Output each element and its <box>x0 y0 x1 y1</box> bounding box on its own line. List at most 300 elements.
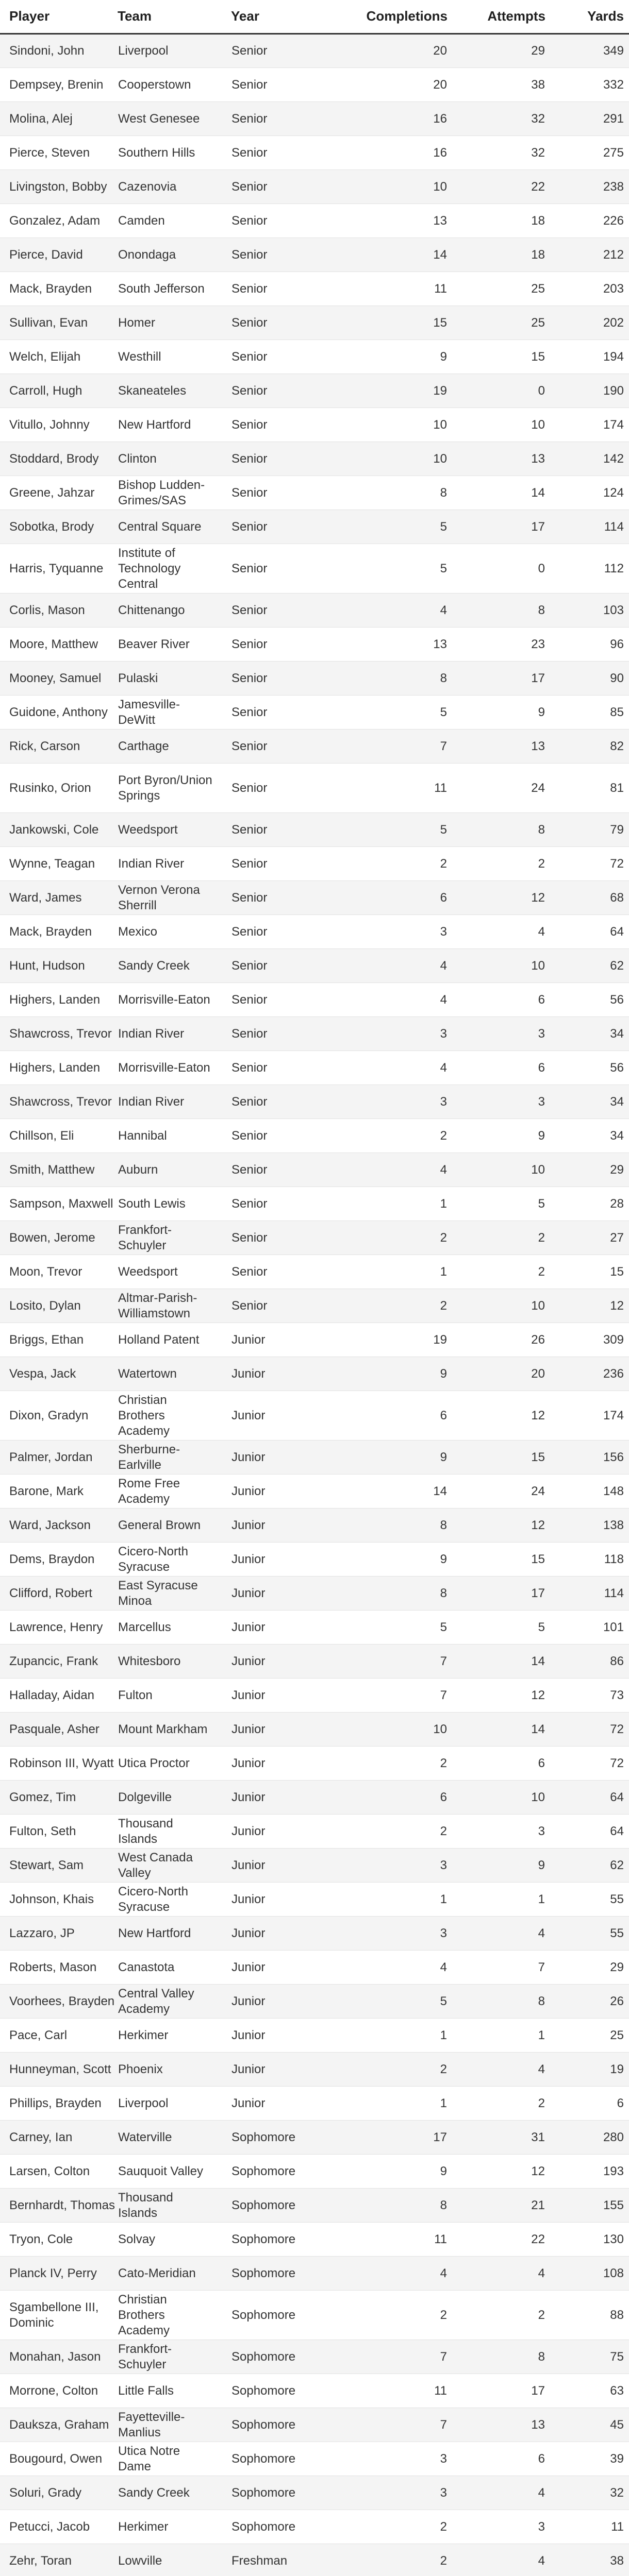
cell-player: Corlis, Mason <box>0 594 118 628</box>
cell-team: Hannibal <box>118 1119 231 1153</box>
table-row <box>0 68 629 102</box>
cell-year: Junior <box>231 1985 334 2019</box>
cell-attempts: 1 <box>448 1883 545 1917</box>
cell-attempts: 4 <box>448 2257 545 2291</box>
cell-attempts: 10 <box>448 1153 545 1187</box>
cell-completions: 3 <box>334 1849 448 1883</box>
cell-player: Mack, Brayden <box>0 915 118 949</box>
cell-yards: 118 <box>545 1543 629 1577</box>
cell-year: Junior <box>231 1713 334 1747</box>
cell-year: Junior <box>231 1849 334 1883</box>
cell-player: Morrone, Colton <box>0 2374 118 2408</box>
cell-player: Pierce, Steven <box>0 136 118 170</box>
cell-yards: 332 <box>545 68 629 102</box>
cell-completions: 2 <box>334 2291 448 2340</box>
cell-team: Sandy Creek <box>118 2476 231 2510</box>
cell-year: Junior <box>231 1543 334 1577</box>
cell-team: Whitesboro <box>118 1645 231 1679</box>
cell-player: Bernhardt, Thomas <box>0 2189 118 2223</box>
cell-completions: 20 <box>334 34 448 68</box>
cell-completions: 10 <box>334 442 448 476</box>
cell-completions: 1 <box>334 2087 448 2121</box>
cell-team: Camden <box>118 204 231 238</box>
cell-yards: 236 <box>545 1357 629 1391</box>
cell-yards: 174 <box>545 408 629 442</box>
table-row <box>0 696 629 730</box>
cell-completions: 3 <box>334 1017 448 1051</box>
cell-completions: 4 <box>334 1153 448 1187</box>
cell-completions: 11 <box>334 272 448 306</box>
cell-year: Junior <box>231 2087 334 2121</box>
cell-year: Junior <box>231 1679 334 1713</box>
cell-player: Hunneyman, Scott <box>0 2053 118 2087</box>
cell-team: Onondaga <box>118 238 231 272</box>
cell-yards: 238 <box>545 170 629 204</box>
cell-player: Zehr, Toran <box>0 2544 118 2576</box>
cell-year: Junior <box>231 1645 334 1679</box>
cell-yards: 90 <box>545 662 629 696</box>
cell-player: Sindoni, John <box>0 34 118 68</box>
cell-yards: 203 <box>545 272 629 306</box>
cell-player: Roberts, Mason <box>0 1951 118 1985</box>
table-row <box>0 1815 629 1849</box>
cell-year: Senior <box>231 510 334 544</box>
table-row <box>0 662 629 696</box>
cell-yards: 62 <box>545 949 629 983</box>
table-row <box>0 813 629 847</box>
cell-player: Stoddard, Brody <box>0 442 118 476</box>
cell-year: Sophomore <box>231 2121 334 2155</box>
table-row <box>0 1985 629 2019</box>
cell-team: Cicero-North Syracuse <box>118 1543 231 1577</box>
cell-year: Junior <box>231 1747 334 1781</box>
cell-team: Central Valley Academy <box>118 1985 231 2019</box>
cell-attempts: 8 <box>448 594 545 628</box>
cell-player: Greene, Jahzar <box>0 476 118 510</box>
cell-year: Senior <box>231 1051 334 1085</box>
table-row <box>0 1509 629 1543</box>
cell-completions: 7 <box>334 2408 448 2442</box>
cell-completions: 5 <box>334 544 448 594</box>
cell-player: Lawrence, Henry <box>0 1611 118 1645</box>
cell-team: Liverpool <box>118 2087 231 2121</box>
cell-year: Sophomore <box>231 2223 334 2257</box>
cell-player: Gomez, Tim <box>0 1781 118 1815</box>
table-row <box>0 1679 629 1713</box>
cell-player: Sampson, Maxwell <box>0 1187 118 1221</box>
cell-completions: 4 <box>334 983 448 1017</box>
cell-year: Senior <box>231 374 334 408</box>
cell-player: Dems, Braydon <box>0 1543 118 1577</box>
cell-player: Harris, Tyquanne <box>0 544 118 594</box>
cell-team: Homer <box>118 306 231 340</box>
cell-attempts: 13 <box>448 730 545 764</box>
cell-attempts: 12 <box>448 2155 545 2189</box>
cell-team: Phoenix <box>118 2053 231 2087</box>
cell-player: Palmer, Jordan <box>0 1440 118 1475</box>
cell-year: Senior <box>231 204 334 238</box>
table-body <box>0 34 629 2576</box>
cell-attempts: 0 <box>448 544 545 594</box>
cell-player: Molina, Alej <box>0 102 118 136</box>
cell-yards: 15 <box>545 1255 629 1289</box>
cell-year: Senior <box>231 1119 334 1153</box>
cell-completions: 8 <box>334 1509 448 1543</box>
cell-team: South Jefferson <box>118 272 231 306</box>
cell-completions: 5 <box>334 510 448 544</box>
cell-team: Christian Brothers Academy <box>118 2291 231 2340</box>
cell-team: Waterville <box>118 2121 231 2155</box>
cell-year: Senior <box>231 813 334 847</box>
table-row <box>0 1119 629 1153</box>
cell-yards: 63 <box>545 2374 629 2408</box>
cell-yards: 193 <box>545 2155 629 2189</box>
cell-completions: 2 <box>334 2053 448 2087</box>
cell-completions: 8 <box>334 2189 448 2223</box>
table-row <box>0 881 629 915</box>
cell-player: Highers, Landen <box>0 983 118 1017</box>
cell-yards: 55 <box>545 1917 629 1951</box>
cell-player: Dauksza, Graham <box>0 2408 118 2442</box>
cell-yards: 86 <box>545 1645 629 1679</box>
table-row <box>0 2257 629 2291</box>
cell-team: Indian River <box>118 1085 231 1119</box>
cell-team: Utica Notre Dame <box>118 2442 231 2476</box>
table-row <box>0 34 629 68</box>
cell-year: Junior <box>231 1611 334 1645</box>
cell-attempts: 10 <box>448 1289 545 1323</box>
cell-year: Senior <box>231 1085 334 1119</box>
cell-yards: 174 <box>545 1391 629 1440</box>
cell-team: New Hartford <box>118 408 231 442</box>
table-row <box>0 1475 629 1509</box>
table-row <box>0 628 629 662</box>
cell-completions: 13 <box>334 204 448 238</box>
cell-year: Sophomore <box>231 2476 334 2510</box>
cell-team: Frankfort-Schuyler <box>118 2340 231 2374</box>
table-row <box>0 2291 629 2340</box>
cell-team: Mexico <box>118 915 231 949</box>
cell-year: Senior <box>231 442 334 476</box>
cell-year: Senior <box>231 662 334 696</box>
cell-player: Robinson III, Wyatt <box>0 1747 118 1781</box>
cell-team: Pulaski <box>118 662 231 696</box>
cell-year: Senior <box>231 1187 334 1221</box>
table-row <box>0 2223 629 2257</box>
cell-year: Sophomore <box>231 2340 334 2374</box>
cell-attempts: 6 <box>448 2442 545 2476</box>
cell-team: Morrisville-Eaton <box>118 1051 231 1085</box>
table-row <box>0 1543 629 1577</box>
cell-player: Guidone, Anthony <box>0 696 118 730</box>
table-row <box>0 544 629 594</box>
cell-attempts: 4 <box>448 2544 545 2576</box>
cell-completions: 10 <box>334 408 448 442</box>
table-row <box>0 1645 629 1679</box>
cell-team: Solvay <box>118 2223 231 2257</box>
cell-yards: 68 <box>545 881 629 915</box>
cell-yards: 291 <box>545 102 629 136</box>
cell-completions: 4 <box>334 2257 448 2291</box>
cell-year: Senior <box>231 696 334 730</box>
cell-yards: 212 <box>545 238 629 272</box>
table-row <box>0 170 629 204</box>
cell-player: Shawcross, Trevor <box>0 1085 118 1119</box>
cell-player: Sobotka, Brody <box>0 510 118 544</box>
cell-attempts: 10 <box>448 949 545 983</box>
cell-team: Rome Free Academy <box>118 1475 231 1509</box>
cell-completions: 19 <box>334 1323 448 1357</box>
cell-attempts: 9 <box>448 1849 545 1883</box>
cell-team: Cooperstown <box>118 68 231 102</box>
cell-attempts: 12 <box>448 1509 545 1543</box>
cell-attempts: 20 <box>448 1357 545 1391</box>
table-row <box>0 1051 629 1085</box>
cell-team: Thousand Islands <box>118 2189 231 2223</box>
cell-yards: 26 <box>545 1985 629 2019</box>
cell-yards: 142 <box>545 442 629 476</box>
cell-attempts: 14 <box>448 476 545 510</box>
cell-player: Soluri, Grady <box>0 2476 118 2510</box>
cell-yards: 226 <box>545 204 629 238</box>
cell-attempts: 12 <box>448 1391 545 1440</box>
cell-completions: 9 <box>334 2155 448 2189</box>
cell-yards: 6 <box>545 2087 629 2121</box>
cell-attempts: 4 <box>448 915 545 949</box>
table-row <box>0 510 629 544</box>
cell-completions: 8 <box>334 476 448 510</box>
cell-team: Skaneateles <box>118 374 231 408</box>
cell-completions: 5 <box>334 1611 448 1645</box>
cell-completions: 8 <box>334 662 448 696</box>
cell-attempts: 2 <box>448 1221 545 1255</box>
cell-attempts: 17 <box>448 510 545 544</box>
cell-completions: 7 <box>334 2340 448 2374</box>
cell-attempts: 12 <box>448 1679 545 1713</box>
cell-year: Senior <box>231 764 334 813</box>
cell-yards: 275 <box>545 136 629 170</box>
cell-year: Senior <box>231 34 334 68</box>
cell-team: Lowville <box>118 2544 231 2576</box>
cell-yards: 38 <box>545 2544 629 2576</box>
cell-attempts: 9 <box>448 1119 545 1153</box>
header-year[interactable]: Year <box>231 8 334 34</box>
cell-year: Junior <box>231 2053 334 2087</box>
cell-team: Fulton <box>118 1679 231 1713</box>
table-row <box>0 2087 629 2121</box>
cell-yards: 32 <box>545 2476 629 2510</box>
cell-year: Sophomore <box>231 2189 334 2223</box>
cell-year: Sophomore <box>231 2408 334 2442</box>
cell-player: Planck IV, Perry <box>0 2257 118 2291</box>
cell-year: Junior <box>231 1509 334 1543</box>
cell-completions: 9 <box>334 1543 448 1577</box>
cell-yards: 349 <box>545 34 629 68</box>
cell-attempts: 14 <box>448 1645 545 1679</box>
cell-attempts: 18 <box>448 204 545 238</box>
cell-attempts: 2 <box>448 2087 545 2121</box>
table-row <box>0 1221 629 1255</box>
cell-yards: 114 <box>545 1577 629 1611</box>
header-team[interactable]: Team <box>118 8 231 34</box>
cell-year: Senior <box>231 408 334 442</box>
cell-team: Herkimer <box>118 2510 231 2544</box>
cell-player: Jankowski, Cole <box>0 813 118 847</box>
cell-attempts: 15 <box>448 1440 545 1475</box>
cell-completions: 3 <box>334 915 448 949</box>
cell-team: Altmar-Parish-Williamstown <box>118 1289 231 1323</box>
cell-completions: 2 <box>334 2544 448 2576</box>
cell-attempts: 22 <box>448 2223 545 2257</box>
table-row <box>0 2340 629 2374</box>
cell-year: Senior <box>231 102 334 136</box>
cell-yards: 55 <box>545 1883 629 1917</box>
cell-attempts: 4 <box>448 1917 545 1951</box>
cell-year: Senior <box>231 847 334 881</box>
cell-team: Christian Brothers Academy <box>118 1391 231 1440</box>
cell-yards: 28 <box>545 1187 629 1221</box>
cell-year: Senior <box>231 1017 334 1051</box>
table-row <box>0 1255 629 1289</box>
cell-completions: 9 <box>334 1357 448 1391</box>
cell-completions: 3 <box>334 2442 448 2476</box>
cell-player: Rusinko, Orion <box>0 764 118 813</box>
table-row <box>0 847 629 881</box>
cell-year: Junior <box>231 1917 334 1951</box>
cell-team: Utica Proctor <box>118 1747 231 1781</box>
cell-year: Junior <box>231 2019 334 2053</box>
cell-team: South Lewis <box>118 1187 231 1221</box>
cell-player: Shawcross, Trevor <box>0 1017 118 1051</box>
table-row <box>0 1289 629 1323</box>
cell-yards: 155 <box>545 2189 629 2223</box>
cell-player: Fulton, Seth <box>0 1815 118 1849</box>
cell-player: Monahan, Jason <box>0 2340 118 2374</box>
cell-completions: 14 <box>334 238 448 272</box>
cell-completions: 2 <box>334 1119 448 1153</box>
cell-completions: 16 <box>334 136 448 170</box>
table-header <box>0 8 629 34</box>
cell-yards: 56 <box>545 1051 629 1085</box>
cell-year: Junior <box>231 1323 334 1357</box>
cell-completions: 1 <box>334 1255 448 1289</box>
cell-yards: 108 <box>545 2257 629 2291</box>
cell-year: Junior <box>231 1475 334 1509</box>
cell-yards: 82 <box>545 730 629 764</box>
cell-player: Gonzalez, Adam <box>0 204 118 238</box>
cell-team: Westhill <box>118 340 231 374</box>
cell-completions: 9 <box>334 1440 448 1475</box>
cell-player: Mooney, Samuel <box>0 662 118 696</box>
cell-yards: 64 <box>545 1781 629 1815</box>
cell-year: Senior <box>231 238 334 272</box>
cell-team: Clinton <box>118 442 231 476</box>
table-row <box>0 1440 629 1475</box>
cell-yards: 29 <box>545 1951 629 1985</box>
cell-yards: 25 <box>545 2019 629 2053</box>
cell-player: Smith, Matthew <box>0 1153 118 1187</box>
cell-attempts: 21 <box>448 2189 545 2223</box>
table-row <box>0 594 629 628</box>
cell-completions: 10 <box>334 1713 448 1747</box>
cell-player: Sgambellone III, Dominic <box>0 2291 118 2340</box>
cell-yards: 79 <box>545 813 629 847</box>
cell-completions: 7 <box>334 730 448 764</box>
cell-completions: 5 <box>334 696 448 730</box>
cell-yards: 11 <box>545 2510 629 2544</box>
cell-team: Thousand Islands <box>118 1815 231 1849</box>
cell-completions: 5 <box>334 813 448 847</box>
cell-player: Pierce, David <box>0 238 118 272</box>
cell-yards: 12 <box>545 1289 629 1323</box>
cell-player: Vitullo, Johnny <box>0 408 118 442</box>
cell-attempts: 3 <box>448 2510 545 2544</box>
cell-team: Indian River <box>118 1017 231 1051</box>
cell-yards: 309 <box>545 1323 629 1357</box>
cell-team: Liverpool <box>118 34 231 68</box>
cell-yards: 85 <box>545 696 629 730</box>
cell-attempts: 13 <box>448 2408 545 2442</box>
cell-yards: 96 <box>545 628 629 662</box>
table-row <box>0 2476 629 2510</box>
header-player[interactable]: Player <box>0 8 118 34</box>
cell-player: Carroll, Hugh <box>0 374 118 408</box>
cell-player: Johnson, Khais <box>0 1883 118 1917</box>
table-row <box>0 442 629 476</box>
cell-team: General Brown <box>118 1509 231 1543</box>
table-row <box>0 1713 629 1747</box>
cell-year: Senior <box>231 1153 334 1187</box>
cell-attempts: 0 <box>448 374 545 408</box>
cell-year: Junior <box>231 1391 334 1440</box>
cell-attempts: 18 <box>448 238 545 272</box>
cell-team: Little Falls <box>118 2374 231 2408</box>
cell-team: Vernon Verona Sherrill <box>118 881 231 915</box>
cell-team: Herkimer <box>118 2019 231 2053</box>
cell-attempts: 4 <box>448 2053 545 2087</box>
table-row <box>0 1017 629 1051</box>
cell-player: Sullivan, Evan <box>0 306 118 340</box>
cell-year: Junior <box>231 1357 334 1391</box>
table-row <box>0 1747 629 1781</box>
header-completions[interactable]: Completions <box>334 8 448 34</box>
cell-year: Senior <box>231 476 334 510</box>
cell-completions: 6 <box>334 1391 448 1440</box>
cell-year: Senior <box>231 628 334 662</box>
cell-team: Indian River <box>118 847 231 881</box>
table-row <box>0 2019 629 2053</box>
cell-completions: 16 <box>334 102 448 136</box>
cell-player: Losito, Dylan <box>0 1289 118 1323</box>
cell-attempts: 7 <box>448 1951 545 1985</box>
cell-completions: 3 <box>334 1917 448 1951</box>
cell-team: Sandy Creek <box>118 949 231 983</box>
cell-player: Briggs, Ethan <box>0 1323 118 1357</box>
header-row <box>0 8 629 34</box>
cell-year: Junior <box>231 1577 334 1611</box>
cell-attempts: 23 <box>448 628 545 662</box>
cell-player: Wynne, Teagan <box>0 847 118 881</box>
cell-completions: 9 <box>334 340 448 374</box>
cell-yards: 81 <box>545 764 629 813</box>
cell-year: Senior <box>231 1289 334 1323</box>
cell-yards: 138 <box>545 1509 629 1543</box>
header-attempts[interactable]: Attempts <box>448 8 545 34</box>
cell-yards: 72 <box>545 847 629 881</box>
header-yards[interactable]: Yards <box>545 8 629 34</box>
cell-completions: 15 <box>334 306 448 340</box>
cell-yards: 202 <box>545 306 629 340</box>
